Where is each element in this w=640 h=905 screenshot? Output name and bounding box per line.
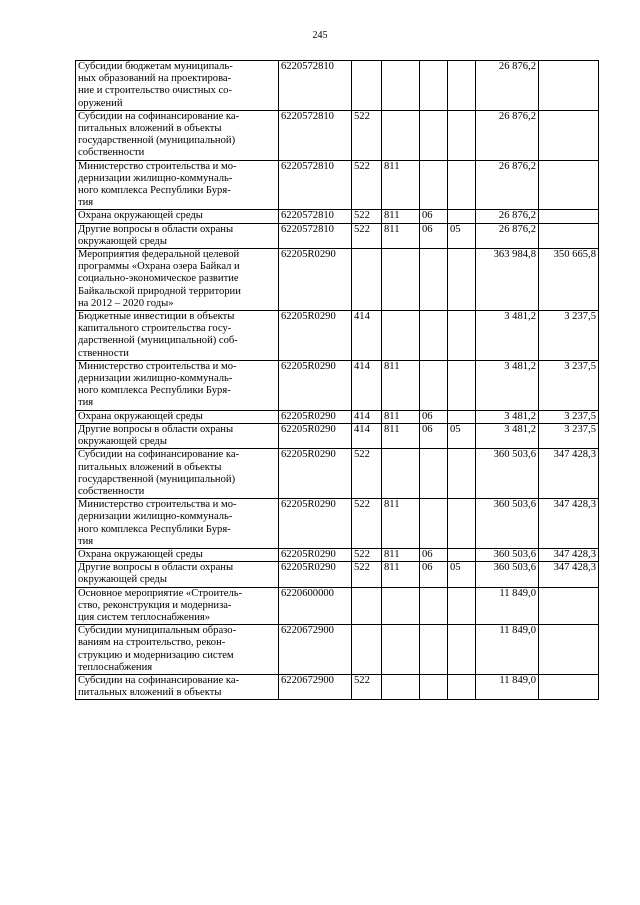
- target-article-code-cell: 62205R0290: [279, 410, 352, 423]
- table-row: [76, 61, 599, 111]
- item-name-line: ция систем теплоснабжения»: [78, 611, 211, 623]
- amount-year-2-cell: 347 428,3: [539, 548, 599, 561]
- subsection-code-cell: [448, 210, 476, 223]
- expense-type-code-cell: 522: [352, 562, 382, 587]
- item-name-line: Охрана окружающей среды: [78, 410, 203, 422]
- section-code-cell: [420, 360, 448, 410]
- item-name-line: питальных вложений в объекты: [78, 123, 222, 135]
- item-name-line: тия: [78, 397, 94, 409]
- expense-type-code-cell: [352, 249, 382, 311]
- item-name-line: Другие вопросы в области охраны: [78, 423, 234, 435]
- item-name-line: Другие вопросы в области охраны: [78, 562, 234, 574]
- item-name-cell: [76, 625, 279, 675]
- table-row: [76, 110, 599, 160]
- item-name-line: ние и строительство очистных со-: [78, 85, 232, 97]
- subsection-code-cell: [448, 625, 476, 675]
- administrator-code-cell: 811: [382, 562, 420, 587]
- expense-type-code-cell: 522: [352, 210, 382, 223]
- item-name-line: Министерство строительства и мо-: [78, 160, 237, 172]
- amount-year-2-cell: 347 428,3: [539, 562, 599, 587]
- amount-year-2-cell: [539, 674, 599, 699]
- subsection-code-cell: 05: [448, 562, 476, 587]
- item-name-line: ных образований на проектирова-: [78, 73, 232, 85]
- amount-year-2-cell: [539, 61, 599, 111]
- item-name-line: на 2012 – 2020 годы»: [78, 297, 174, 309]
- expense-type-code-cell: 522: [352, 160, 382, 210]
- table-row: [76, 562, 599, 587]
- administrator-code-cell: 811: [382, 160, 420, 210]
- amount-year-1-cell: 3 481,2: [476, 311, 539, 361]
- item-name-line: Мероприятия федеральной целевой: [78, 249, 240, 261]
- section-code-cell: [420, 449, 448, 499]
- amount-year-1-cell: 26 876,2: [476, 160, 539, 210]
- expense-type-code-cell: 414: [352, 410, 382, 423]
- target-article-code-cell: 6220572810: [279, 160, 352, 210]
- administrator-code-cell: 811: [382, 410, 420, 423]
- subsection-code-cell: [448, 61, 476, 111]
- target-article-code-cell: 62205R0290: [279, 249, 352, 311]
- item-name-line: окружающей среды: [78, 235, 167, 247]
- item-name-cell: [76, 449, 279, 499]
- item-name-line: Министерство строительства и мо-: [78, 360, 237, 372]
- table-row: [76, 311, 599, 361]
- table-row: [76, 548, 599, 561]
- item-name-cell: [76, 674, 279, 699]
- amount-year-1-cell: 363 984,8: [476, 249, 539, 311]
- table-row: [76, 423, 599, 448]
- administrator-code-cell: [382, 587, 420, 625]
- item-name-cell: [76, 562, 279, 587]
- item-name-line: собственности: [78, 147, 145, 159]
- target-article-code-cell: 6220672900: [279, 625, 352, 675]
- subsection-code-cell: [448, 160, 476, 210]
- subsection-code-cell: [448, 674, 476, 699]
- section-code-cell: [420, 110, 448, 160]
- item-name-line: государственной (муниципальной): [78, 473, 236, 485]
- section-code-cell: 06: [420, 562, 448, 587]
- target-article-code-cell: 6220572810: [279, 223, 352, 248]
- item-name-cell: [76, 499, 279, 549]
- amount-year-2-cell: 3 237,5: [539, 360, 599, 410]
- item-name-line: окружающей среды: [78, 436, 167, 448]
- section-code-cell: [420, 587, 448, 625]
- item-name-cell: [76, 223, 279, 248]
- section-code-cell: 06: [420, 210, 448, 223]
- section-code-cell: [420, 311, 448, 361]
- budget-table: [75, 60, 599, 700]
- item-name-cell: [76, 110, 279, 160]
- administrator-code-cell: [382, 449, 420, 499]
- amount-year-2-cell: [539, 210, 599, 223]
- section-code-cell: [420, 160, 448, 210]
- target-article-code-cell: 62205R0290: [279, 562, 352, 587]
- table-row: [76, 249, 599, 311]
- item-name-cell: [76, 587, 279, 625]
- administrator-code-cell: 811: [382, 423, 420, 448]
- table-row: [76, 625, 599, 675]
- subsection-code-cell: 05: [448, 423, 476, 448]
- amount-year-1-cell: 26 876,2: [476, 210, 539, 223]
- item-name-line: программы «Охрана озера Байкал и: [78, 261, 240, 273]
- target-article-code-cell: 6220572810: [279, 210, 352, 223]
- item-name-line: теплоснабжения: [78, 661, 153, 673]
- expense-type-code-cell: 414: [352, 311, 382, 361]
- amount-year-2-cell: [539, 625, 599, 675]
- expense-type-code-cell: 522: [352, 674, 382, 699]
- expense-type-code-cell: 522: [352, 223, 382, 248]
- target-article-code-cell: 6220572810: [279, 110, 352, 160]
- item-name-cell: [76, 423, 279, 448]
- amount-year-1-cell: 11 849,0: [476, 674, 539, 699]
- subsection-code-cell: 05: [448, 223, 476, 248]
- item-name-line: ного комплекса Республики Буря-: [78, 523, 231, 535]
- administrator-code-cell: [382, 311, 420, 361]
- amount-year-2-cell: [539, 223, 599, 248]
- amount-year-1-cell: 26 876,2: [476, 223, 539, 248]
- expense-type-code-cell: [352, 61, 382, 111]
- amount-year-1-cell: 26 876,2: [476, 110, 539, 160]
- section-code-cell: [420, 674, 448, 699]
- target-article-code-cell: 62205R0290: [279, 311, 352, 361]
- target-article-code-cell: 62205R0290: [279, 548, 352, 561]
- amount-year-1-cell: 3 481,2: [476, 360, 539, 410]
- administrator-code-cell: [382, 625, 420, 675]
- item-name-line: социально-экономическое развитие: [78, 273, 239, 285]
- target-article-code-cell: 62205R0290: [279, 449, 352, 499]
- item-name-line: струкцию и модернизацию систем: [78, 649, 234, 661]
- administrator-code-cell: [382, 61, 420, 111]
- item-name-line: Субсидии на софинансирование ка-: [78, 110, 240, 122]
- item-name-line: Другие вопросы в области охраны: [78, 223, 234, 235]
- item-name-line: Субсидии на софинансирование ка-: [78, 674, 240, 686]
- item-name-cell: [76, 210, 279, 223]
- item-name-line: Бюджетные инвестиции в объекты: [78, 311, 235, 323]
- target-article-code-cell: 62205R0290: [279, 423, 352, 448]
- item-name-cell: [76, 249, 279, 311]
- subsection-code-cell: [448, 110, 476, 160]
- expense-type-code-cell: 522: [352, 449, 382, 499]
- subsection-code-cell: [448, 499, 476, 549]
- target-article-code-cell: 6220572810: [279, 61, 352, 111]
- administrator-code-cell: 811: [382, 223, 420, 248]
- table-row: [76, 223, 599, 248]
- administrator-code-cell: [382, 110, 420, 160]
- table-row: [76, 210, 599, 223]
- amount-year-2-cell: 350 665,8: [539, 249, 599, 311]
- table-row: [76, 160, 599, 210]
- amount-year-2-cell: [539, 110, 599, 160]
- amount-year-2-cell: 347 428,3: [539, 499, 599, 549]
- table-row: [76, 410, 599, 423]
- table-row: [76, 499, 599, 549]
- administrator-code-cell: [382, 674, 420, 699]
- expense-type-code-cell: 522: [352, 110, 382, 160]
- section-code-cell: [420, 625, 448, 675]
- item-name-line: Министерство строительства и мо-: [78, 499, 237, 511]
- target-article-code-cell: 6220600000: [279, 587, 352, 625]
- item-name-line: питальных вложений в объекты: [78, 461, 222, 473]
- subsection-code-cell: [448, 548, 476, 561]
- amount-year-2-cell: [539, 160, 599, 210]
- item-name-line: Охрана окружающей среды: [78, 210, 203, 222]
- item-name-line: государственной (муниципальной): [78, 135, 236, 147]
- item-name-cell: [76, 160, 279, 210]
- item-name-line: ственности: [78, 347, 129, 359]
- table-row: [76, 360, 599, 410]
- item-name-line: ного комплекса Республики Буря-: [78, 385, 231, 397]
- table-row: [76, 587, 599, 625]
- amount-year-1-cell: 360 503,6: [476, 548, 539, 561]
- item-name-line: тия: [78, 197, 94, 209]
- subsection-code-cell: [448, 410, 476, 423]
- administrator-code-cell: 811: [382, 499, 420, 549]
- target-article-code-cell: 62205R0290: [279, 360, 352, 410]
- section-code-cell: [420, 249, 448, 311]
- amount-year-1-cell: 11 849,0: [476, 587, 539, 625]
- section-code-cell: 06: [420, 410, 448, 423]
- item-name-line: Охрана окружающей среды: [78, 548, 203, 560]
- amount-year-1-cell: 26 876,2: [476, 61, 539, 111]
- table-row: [76, 449, 599, 499]
- amount-year-2-cell: 3 237,5: [539, 410, 599, 423]
- section-code-cell: [420, 499, 448, 549]
- amount-year-1-cell: 360 503,6: [476, 499, 539, 549]
- expense-type-code-cell: 522: [352, 499, 382, 549]
- amount-year-1-cell: 3 481,2: [476, 423, 539, 448]
- page-number: 245: [312, 30, 328, 41]
- item-name-line: Основное мероприятие «Строитель-: [78, 587, 243, 599]
- section-code-cell: [420, 61, 448, 111]
- expense-type-code-cell: 414: [352, 423, 382, 448]
- subsection-code-cell: [448, 311, 476, 361]
- amount-year-2-cell: 347 428,3: [539, 449, 599, 499]
- expense-type-code-cell: [352, 625, 382, 675]
- item-name-line: питальных вложений в объекты: [78, 687, 222, 699]
- administrator-code-cell: 811: [382, 360, 420, 410]
- item-name-line: дарственной (муниципальной) соб-: [78, 335, 238, 347]
- item-name-cell: [76, 360, 279, 410]
- amount-year-1-cell: 11 849,0: [476, 625, 539, 675]
- item-name-line: Байкальской природной территории: [78, 285, 241, 297]
- item-name-cell: [76, 548, 279, 561]
- administrator-code-cell: 811: [382, 210, 420, 223]
- amount-year-2-cell: 3 237,5: [539, 423, 599, 448]
- section-code-cell: 06: [420, 423, 448, 448]
- subsection-code-cell: [448, 449, 476, 499]
- section-code-cell: 06: [420, 548, 448, 561]
- item-name-line: оружений: [78, 97, 123, 109]
- section-code-cell: 06: [420, 223, 448, 248]
- amount-year-1-cell: 360 503,6: [476, 562, 539, 587]
- amount-year-2-cell: 3 237,5: [539, 311, 599, 361]
- administrator-code-cell: 811: [382, 548, 420, 561]
- amount-year-1-cell: 3 481,2: [476, 410, 539, 423]
- item-name-line: капитального строительства госу-: [78, 323, 232, 335]
- item-name-cell: [76, 410, 279, 423]
- item-name-line: дернизации жилищно-коммуналь-: [78, 172, 233, 184]
- item-name-line: Субсидии муниципальным образо-: [78, 625, 237, 637]
- target-article-code-cell: 62205R0290: [279, 499, 352, 549]
- item-name-line: ваниям на строительство, рекон-: [78, 637, 226, 649]
- expense-type-code-cell: 414: [352, 360, 382, 410]
- amount-year-1-cell: 360 503,6: [476, 449, 539, 499]
- subsection-code-cell: [448, 360, 476, 410]
- subsection-code-cell: [448, 587, 476, 625]
- item-name-line: дернизации жилищно-коммуналь-: [78, 511, 233, 523]
- expense-type-code-cell: 522: [352, 548, 382, 561]
- expense-type-code-cell: [352, 587, 382, 625]
- target-article-code-cell: 6220672900: [279, 674, 352, 699]
- administrator-code-cell: [382, 249, 420, 311]
- amount-year-2-cell: [539, 587, 599, 625]
- item-name-cell: [76, 311, 279, 361]
- item-name-line: тия: [78, 535, 94, 547]
- item-name-line: Субсидии на софинансирование ка-: [78, 449, 240, 461]
- subsection-code-cell: [448, 249, 476, 311]
- item-name-line: ство, реконструкция и модерниза-: [78, 599, 232, 611]
- item-name-line: ного комплекса Республики Буря-: [78, 185, 231, 197]
- item-name-line: дернизации жилищно-коммуналь-: [78, 373, 233, 385]
- item-name-cell: [76, 61, 279, 111]
- table-row: [76, 674, 599, 699]
- item-name-line: собственности: [78, 485, 145, 497]
- item-name-line: Субсидии бюджетам муниципаль-: [78, 61, 233, 72]
- item-name-line: окружающей среды: [78, 574, 167, 586]
